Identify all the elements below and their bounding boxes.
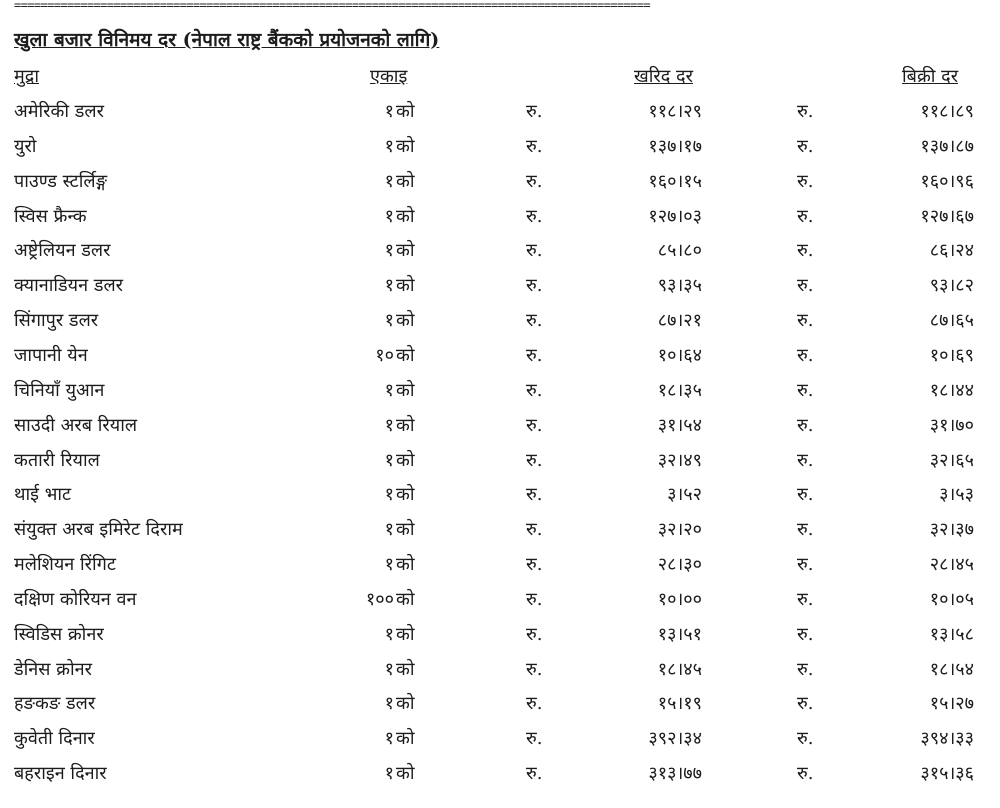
unit-suffix: को: [396, 484, 415, 506]
separator-rule: ================================================================================================: [14, 0, 650, 10]
unit-quantity: १: [384, 623, 394, 645]
table-row: [0, 724, 1000, 758]
unit-quantity: १: [384, 554, 394, 576]
unit-quantity: १: [384, 484, 394, 506]
table-row: [0, 655, 1000, 689]
currency-name: चिनियाँ युआन: [14, 379, 105, 401]
unit-quantity: १: [384, 658, 394, 680]
buying-rate: १३।५१: [657, 623, 702, 645]
table-row: [0, 689, 1000, 723]
unit-quantity: १: [384, 763, 394, 785]
unit-suffix: को: [396, 623, 415, 645]
buying-rate: १३७।१७: [648, 135, 702, 157]
rupee-symbol-sell: रु.: [797, 763, 814, 785]
currency-name: अष्ट्रेलियन डलर: [14, 240, 111, 262]
buying-rate: ३२।२०: [657, 519, 702, 541]
buying-rate: ३९२।३४: [648, 728, 702, 750]
currency-name: साउदी अरब रियाल: [14, 414, 138, 436]
table-row: [0, 446, 1000, 480]
unit-suffix: को: [396, 275, 415, 297]
table-row: [0, 306, 1000, 340]
buying-rate: ११८।२९: [648, 101, 702, 122]
rupee-symbol-sell: रु.: [797, 205, 814, 227]
selling-rate: १६०।९६: [920, 170, 974, 192]
table-row: [0, 550, 1000, 584]
buying-rate: १०।६४: [657, 344, 702, 366]
selling-rate: ३२।३७: [929, 519, 974, 541]
table-row: [0, 202, 1000, 236]
rupee-symbol-buy: रु.: [526, 101, 543, 122]
selling-rate: ३।५३: [939, 484, 974, 506]
buying-rate: ८७।२१: [657, 310, 702, 332]
selling-rate: १८।५४: [929, 658, 974, 680]
rupee-symbol-sell: रु.: [797, 414, 814, 436]
rupee-symbol-buy: रु.: [526, 449, 543, 471]
rupee-symbol-sell: रु.: [797, 344, 814, 366]
unit-quantity: १: [384, 693, 394, 715]
unit-suffix: को: [396, 310, 415, 332]
unit-suffix: को: [396, 449, 415, 471]
rupee-symbol-buy: रु.: [526, 135, 543, 157]
buying-rate: ३१।५४: [657, 414, 702, 436]
unit-suffix: को: [396, 101, 415, 122]
unit-suffix: को: [396, 205, 415, 227]
rupee-symbol-buy: रु.: [526, 170, 543, 192]
selling-rate: ११८।८९: [920, 101, 974, 122]
currency-name: अमेरिकी डलर: [14, 101, 104, 122]
unit-suffix: को: [396, 379, 415, 401]
rupee-symbol-buy: रु.: [526, 658, 543, 680]
table-row: [0, 97, 1000, 131]
unit-quantity: १: [384, 275, 394, 297]
rupee-symbol-sell: रु.: [797, 379, 814, 401]
unit-suffix: को: [396, 693, 415, 715]
selling-rate: १३७।८७: [920, 135, 974, 157]
rupee-symbol-buy: रु.: [526, 310, 543, 332]
table-row: [0, 620, 1000, 654]
selling-rate: ९३।८२: [929, 275, 974, 297]
table-row: [0, 515, 1000, 549]
header-currency: मुद्रा: [14, 66, 39, 87]
unit-suffix: को: [396, 554, 415, 576]
rupee-symbol-sell: रु.: [797, 554, 814, 576]
unit-quantity: १०: [375, 344, 394, 366]
buying-rate: १५।१९: [657, 693, 702, 715]
currency-name: जापानी येन: [14, 344, 88, 366]
currency-name: दक्षिण कोरियन वन: [14, 588, 137, 610]
currency-name: हङकङ डलर: [14, 693, 96, 715]
rupee-symbol-sell: रु.: [797, 101, 814, 122]
table-row: [0, 167, 1000, 201]
currency-name: स्विस फ्रैन्क: [14, 205, 87, 227]
unit-quantity: १: [384, 135, 394, 157]
selling-rate: ८६।२४: [929, 240, 974, 262]
unit-quantity: १: [384, 170, 394, 192]
selling-rate: १५।२७: [929, 693, 974, 715]
unit-quantity: १: [384, 101, 394, 122]
rupee-symbol-sell: रु.: [797, 310, 814, 332]
selling-rate: ३२।६५: [929, 449, 974, 471]
currency-name: पाउण्ड स्टर्लिङ्ग: [14, 170, 107, 192]
buying-rate: १८।४५: [657, 658, 702, 680]
selling-rate: १२७।६७: [920, 205, 974, 227]
buying-rate: १०।००: [657, 588, 702, 610]
selling-rate: ८७।६५: [929, 310, 974, 332]
rupee-symbol-buy: रु.: [526, 693, 543, 715]
rupee-symbol-sell: रु.: [797, 449, 814, 471]
currency-name: डेनिस क्रोनर: [14, 658, 93, 680]
rupee-symbol-buy: रु.: [526, 344, 543, 366]
table-row: [0, 271, 1000, 305]
rupee-symbol-sell: रु.: [797, 588, 814, 610]
currency-name: कतारी रियाल: [14, 449, 100, 471]
buying-rate: ८५।८०: [657, 240, 702, 262]
unit-suffix: को: [396, 728, 415, 750]
header-unit: एकाइ: [370, 66, 408, 87]
selling-rate: ३१।७०: [929, 414, 974, 436]
unit-quantity: १: [384, 414, 394, 436]
buying-rate: ३२।४९: [657, 449, 702, 471]
selling-rate: १०।६९: [929, 344, 974, 366]
buying-rate: २८।३०: [657, 554, 702, 576]
unit-quantity: १: [384, 519, 394, 541]
buying-rate: ३१३।७७: [648, 763, 702, 785]
table-row: [0, 341, 1000, 375]
currency-name: संयुक्त अरब इमिरेट दिराम: [14, 519, 183, 541]
table-row: [0, 480, 1000, 514]
unit-quantity: १: [384, 379, 394, 401]
currency-name: थाई भाट: [14, 484, 72, 506]
rupee-symbol-sell: रु.: [797, 484, 814, 506]
unit-suffix: को: [396, 240, 415, 262]
unit-suffix: को: [396, 135, 415, 157]
rupee-symbol-buy: रु.: [526, 484, 543, 506]
rupee-symbol-sell: रु.: [797, 728, 814, 750]
selling-rate: ३१५।३६: [920, 763, 974, 785]
rupee-symbol-buy: रु.: [526, 275, 543, 297]
unit-suffix: को: [396, 344, 415, 366]
currency-name: सिंगापुर डलर: [14, 310, 99, 332]
unit-suffix: को: [396, 170, 415, 192]
rupee-symbol-buy: रु.: [526, 379, 543, 401]
table-row: [0, 132, 1000, 166]
header-selling-rate: बिक्री दर: [902, 66, 959, 87]
rupee-symbol-buy: रु.: [526, 763, 543, 785]
selling-rate: १३।५८: [929, 623, 974, 645]
unit-quantity: १: [384, 728, 394, 750]
rupee-symbol-buy: रु.: [526, 205, 543, 227]
selling-rate: ३९४।३३: [920, 728, 974, 750]
rupee-symbol-sell: रु.: [797, 658, 814, 680]
rupee-symbol-sell: रु.: [797, 275, 814, 297]
unit-quantity: १: [384, 240, 394, 262]
selling-rate: १०।०५: [929, 588, 974, 610]
unit-suffix: को: [396, 414, 415, 436]
rupee-symbol-sell: रु.: [797, 519, 814, 541]
header-buying-rate: खरिद दर: [634, 66, 693, 87]
currency-name: क्यानाडियन डलर: [14, 275, 124, 297]
table-row: [0, 411, 1000, 445]
table-row: [0, 585, 1000, 619]
table-row: [0, 236, 1000, 270]
rupee-symbol-sell: रु.: [797, 240, 814, 262]
rupee-symbol-sell: रु.: [797, 693, 814, 715]
rupee-symbol-sell: रु.: [797, 170, 814, 192]
buying-rate: १८।३५: [657, 379, 702, 401]
rupee-symbol-buy: रु.: [526, 728, 543, 750]
rupee-symbol-sell: रु.: [797, 623, 814, 645]
unit-suffix: को: [396, 763, 415, 785]
unit-quantity: १००: [365, 588, 394, 610]
buying-rate: १६०।१५: [648, 170, 702, 192]
unit-quantity: १: [384, 310, 394, 332]
currency-name: कुवेती दिनार: [14, 728, 95, 750]
table-row: [0, 759, 1000, 793]
unit-suffix: को: [396, 658, 415, 680]
unit-quantity: १: [384, 205, 394, 227]
rupee-symbol-buy: रु.: [526, 519, 543, 541]
rupee-symbol-buy: रु.: [526, 588, 543, 610]
currency-name: युरो: [14, 135, 37, 157]
selling-rate: २८।४५: [929, 554, 974, 576]
currency-name: स्विडिस क्रोनर: [14, 623, 104, 645]
table-header: [0, 62, 1000, 96]
table-row: [0, 376, 1000, 410]
rupee-symbol-buy: रु.: [526, 240, 543, 262]
buying-rate: ९३।३५: [657, 275, 702, 297]
buying-rate: १२७।०३: [648, 205, 702, 227]
unit-suffix: को: [396, 519, 415, 541]
buying-rate: ३।५२: [667, 484, 702, 506]
rupee-symbol-sell: रु.: [797, 135, 814, 157]
rupee-symbol-buy: रु.: [526, 554, 543, 576]
rupee-symbol-buy: रु.: [526, 623, 543, 645]
currency-name: बहराइन दिनार: [14, 763, 107, 785]
unit-suffix: को: [396, 588, 415, 610]
page-title: खुला बजार विनिमय दर (नेपाल राष्ट्र बैंकको प्रयोजनको लागि): [14, 29, 440, 51]
currency-name: मलेशियन रिंगिट: [14, 554, 116, 576]
unit-quantity: १: [384, 449, 394, 471]
rupee-symbol-buy: रु.: [526, 414, 543, 436]
selling-rate: १८।४४: [929, 379, 974, 401]
